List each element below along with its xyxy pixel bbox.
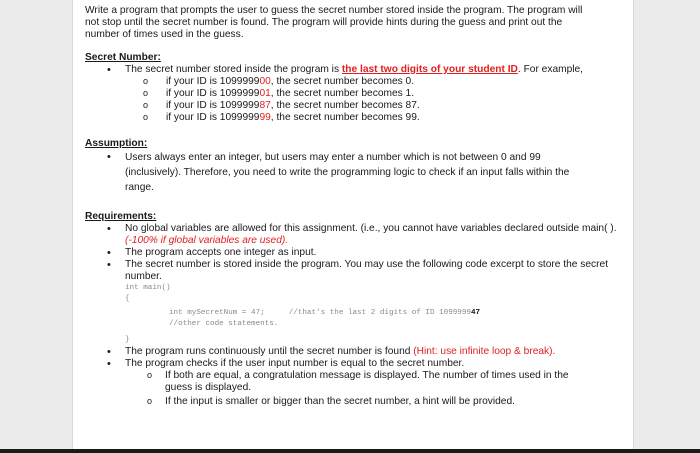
check-sublist: [125, 370, 625, 408]
secret-number-list: [85, 64, 625, 124]
intro-paragraph: Write a program that prompts the user to guess the secret number stored inside the program. The program will not stop until the secret number is found. The program will provide hints during the guess and print out the number of times used in the guess.: [85, 5, 583, 40]
requirement-item: • The program accepts one integer as input.: [85, 247, 625, 259]
student-id-emphasis: the last two digits of your student ID: [341, 64, 518, 75]
global-penalty-note: (-100% if global variables are used).: [125, 235, 289, 246]
secret-number-item: • The secret number stored inside the program is the last two digits of your student ID. For example, o if your ID is 109999900, the secret number becomes 0. o if your ID is 109999901, the secret number becomes 1. o if your ID is 109999987, the secret number becomes 87. o if your ID is 109999999, the secret number becomes 99.: [85, 64, 625, 124]
code-line: {: [125, 295, 130, 303]
assumption-list: [85, 150, 625, 195]
example-item: o if your ID is 109999999, the secret number becomes 99.: [121, 112, 625, 124]
code-line: //other code statements.: [169, 320, 279, 328]
document-page: [85, 5, 625, 408]
example-list: [125, 76, 625, 124]
requirement-item: • The program checks if the user input number is equal to the secret number. o If both are equal, a congratulation message is displayed. The number of times used in the guess is displayed. o If the input is smaller or bigger than the secret number, a hint will be provided.: [85, 358, 625, 408]
assumption-heading: Assumption:: [85, 138, 148, 149]
example-item: o if your ID is 109999900, the secret number becomes 0.: [121, 76, 625, 88]
requirement-item: • No global variables are allowed for this assignment. (i.e., you cannot have variables declared outside main( ). (-100% if global variables are used).: [85, 223, 625, 247]
example-item: o if your ID is 109999987, the secret number becomes 87.: [121, 100, 625, 112]
code-line: int main(): [125, 284, 171, 292]
infinite-loop-hint: (Hint: use infinite loop & break).: [413, 346, 556, 357]
right-margin-panel: [633, 0, 700, 453]
assumption-item: • Users always enter an integer, but users may enter a number which is not between 0 and 99 (inclusively). Therefore, you need to write the programming logic to check if an input falls within the range.: [85, 150, 595, 195]
requirements-list: [85, 223, 625, 408]
check-subitem: o If both are equal, a congratulation message is displayed. The number of times used in the guess is displayed.: [125, 370, 595, 394]
code-excerpt: [125, 283, 625, 346]
secret-number-heading: Secret Number:: [85, 52, 161, 63]
requirements-heading: Requirements:: [85, 211, 157, 222]
code-line: int mySecretNum = 47; //that's the last 2 digits of ID 109999947: [169, 309, 481, 317]
requirement-item: • The program runs continuously until the secret number is found (Hint: use infinite loop & break).: [85, 346, 625, 358]
bottom-edge: [0, 449, 700, 453]
requirement-item: • The secret number is stored inside the program. You may use the following code excerpt to store the secret number. int main() { int mySecretNum = 47; //that's the last 2 digits of ID 109999947 //other code statements. }: [85, 259, 625, 346]
code-line: }: [125, 336, 130, 344]
example-item: o if your ID is 109999901, the secret number becomes 1.: [121, 88, 625, 100]
left-margin-panel: [0, 0, 73, 453]
check-subitem: o If the input is smaller or bigger than the secret number, a hint will be provided.: [125, 396, 625, 408]
